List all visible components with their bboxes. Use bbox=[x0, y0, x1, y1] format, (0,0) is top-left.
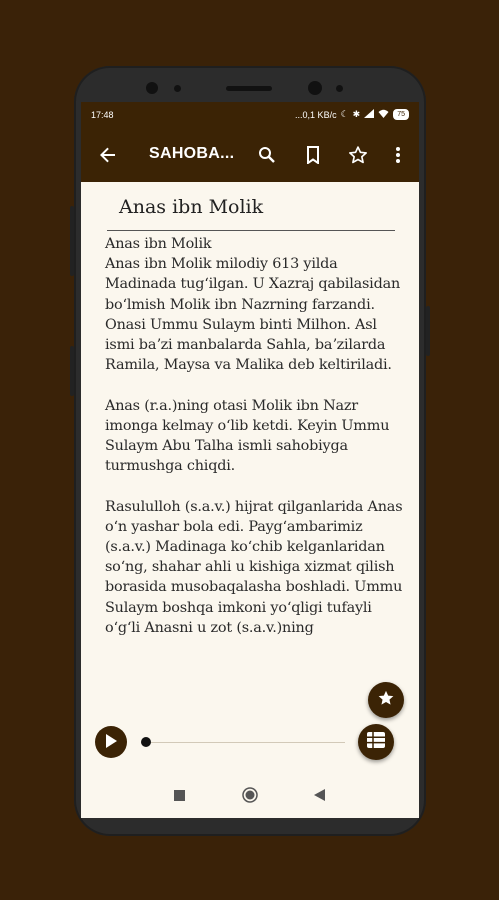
bluetooth-icon: ✱ bbox=[352, 109, 361, 119]
status-right bbox=[295, 109, 409, 120]
play-button[interactable] bbox=[95, 726, 127, 758]
phone-frame bbox=[74, 66, 426, 836]
app-bar bbox=[81, 128, 419, 182]
favorite-star-icon bbox=[377, 689, 395, 711]
heading-divider bbox=[107, 230, 395, 231]
network-speed: ...0,1 KB/c bbox=[295, 109, 337, 120]
star-outline-icon[interactable] bbox=[345, 142, 371, 168]
system-navigation-bar bbox=[81, 772, 419, 818]
app-title: SAHOBA... bbox=[149, 145, 235, 162]
side-button bbox=[70, 346, 74, 396]
arrow-back-icon[interactable] bbox=[95, 142, 121, 168]
sensor bbox=[174, 85, 181, 92]
home-icon[interactable] bbox=[241, 786, 259, 804]
progress-knob[interactable] bbox=[141, 737, 151, 747]
list-icon bbox=[367, 732, 385, 752]
audio-player bbox=[81, 712, 419, 772]
progress-track[interactable] bbox=[141, 742, 345, 743]
screen bbox=[81, 102, 419, 818]
moon-icon: ☾ bbox=[340, 109, 349, 119]
earpiece-speaker bbox=[226, 86, 272, 91]
article-body: Anas ibn Molik Anas ibn Molik milodiy 613 yilda Madinada tugʻilgan. U Xazraj qabilasidan boʻlmish Molik ibn Nazrning farzandi. Onasi Ummu Sulaym binti Milhon. Asl ismi baʼzi manbalarda Sahla, baʼzilarda Ramila, Maysa va Malika deb keltiriladi. Anas (r.a.)ning otasi Molik ibn Nazr imonga kelmay oʻlib ketdi. Keyin Ummu Sulaym Abu Talha ismli sahobiyga turmushga chiqdi. Rasululloh (s.a.v.) hijrat qilganlarida Anas oʻn yashar bola edi. Paygʻambarimiz (s.a.v.) Madinaga koʻchib kelganlaridan soʻng, shahar ahli u kishiga xizmat qilish borasida musobaqalasha boshladi. Ummu Sulaym boshqa imkoni yoʻqligi tufayli oʻgʻli Anasni u zot (s.a.v.)ning bbox=[105, 236, 403, 636]
battery-indicator: 75 bbox=[393, 109, 409, 120]
sensor-secondary bbox=[336, 85, 343, 92]
back-icon[interactable] bbox=[310, 786, 328, 804]
status-time: 17:48 bbox=[91, 110, 114, 120]
signal-icon bbox=[364, 109, 374, 120]
search-icon[interactable] bbox=[254, 142, 280, 168]
status-bar bbox=[81, 102, 419, 128]
play-icon bbox=[105, 733, 117, 752]
volume-button bbox=[70, 206, 74, 276]
front-camera bbox=[146, 82, 158, 94]
list-button[interactable] bbox=[358, 724, 394, 760]
bookmark-icon[interactable] bbox=[300, 142, 326, 168]
more-vert-icon[interactable] bbox=[385, 142, 411, 168]
wifi-icon bbox=[378, 109, 389, 120]
recent-apps-icon[interactable] bbox=[170, 786, 188, 804]
article-heading: Anas ibn Molik bbox=[119, 196, 264, 218]
front-camera-secondary bbox=[308, 81, 322, 95]
power-button bbox=[426, 306, 430, 356]
